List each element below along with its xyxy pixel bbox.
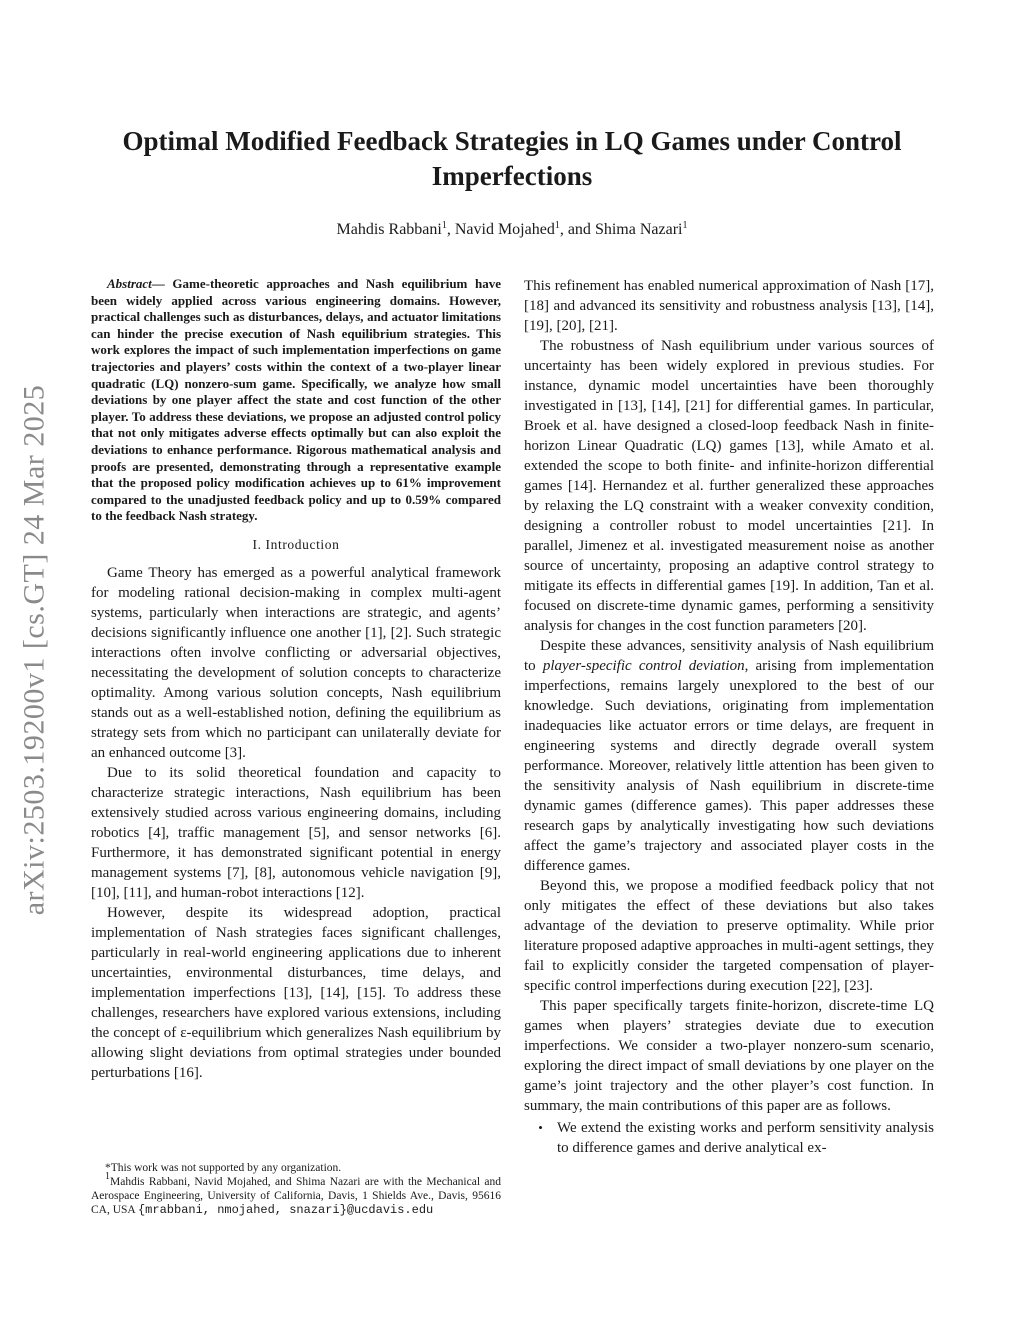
affiliation-footnote [91,1171,501,1217]
arxiv-identifier: arXiv:2503.19200v1 [cs.GT] 24 Mar 2025 [17,384,50,916]
author-separator: , and [559,221,595,238]
bullet-marker: • [538,1120,543,1135]
left-column [91,276,501,1083]
arxiv-watermark [10,350,58,950]
contribution-list-item [524,1118,934,1158]
section-heading-introduction: I. Introduction [252,536,340,552]
abstract-text: — Game-theoretic approaches and Nash equilibrium have been widely applied across various engineering domains. However, practical challenges such as disturbances, delays, and actuator limitations can hinder the precise execution of Nash equilibrium strategies. This work explores the impact of such implementation imperfections on game trajectories and players’ costs within the context of a two-player linear quadratic (LQ) nonzero-sum game. Specifically, we analyze how small deviations by one player affect the state and cost function of the other player. To address these deviations, we propose an adjusted control policy that not only mitigates adverse effects optimally but can also exploit the deviations to enhance performance. Rigorous mathematical analysis and proofs are presented, demonstrating through a representative example that the proposed policy modification achieves up to 61% improvement compared to the unadjusted feedback policy and up to 0.59% compared to the feedback Nash strategy. [91,276,501,524]
footnotes [91,1161,501,1217]
abstract-label: Abstract [107,276,152,291]
author-separator: , [446,221,455,238]
abstract [91,276,501,525]
author-affiliation-mark: 1 [441,220,447,231]
intro-paragraph: Game Theory has emerged as a powerful analytical framework for modeling rational decision-making in complex multi-agent systems, particularly when interactions are strategic, and agents’ decisions significantly influence one another [1], [2]. Such strategic interactions often involve conflicting or adversarial objectives, necessitating the development of solution concepts to characterize optimality. Among various solution concepts, Nash equilibrium stands out as a well-established notion, defining the equilibrium as strategy sets from which no participant can unilaterally deviate for an enhanced outcome [3]. [91,564,501,761]
funding-footnote: *This work was not supported by any organization. [105,1162,342,1174]
author-affiliation-mark: 1 [554,220,560,231]
right-column [524,276,934,1158]
paragraph-text: Despite these advances, sensitivity analysis of Nash equilibrium to [524,638,934,674]
paragraph-text: , arising from implementation imperfections, remains largely unexplored to the best of our knowledge. Such deviations, originating from implementation inadequacies like actuator errors or time delays, are frequent in engineering systems and directly degrade overall system performance. Moreover, relatively little attention has been given to the sensitivity analysis of Nash equilibrium in discrete-time dynamic games (difference games). This paper addresses these research gaps by analytically investigating how such deviations affect the game’s trajectory and associated player costs in the difference games. [524,658,934,874]
author-list [90,219,934,241]
intro-paragraph: Due to its solid theoretical foundation and capacity to characterize strategic interactions, Nash equilibrium has been extensively studied across various engineering domains, including robotics [4], traffic management [5], and sensor networks [6]. Furthermore, it has demonstrated significant potential in energy management systems [7], [8], autonomous vehicle navigation [9], [10], [11], and human-robot interactions [12]. [91,764,501,901]
body-paragraph [524,636,934,876]
affiliation-text: Mahdis Rabbani, Navid Mojahed, and Shima Nazari are with the Mechanical and Aerospace Engineering, University of California, Davis, 1 Shields Ave., Davis, 95616 CA, USA [91,1176,501,1216]
paper-title: Optimal Modified Feedback Strategies in LQ Games under Control Imperfections [122,126,902,191]
intro-paragraph: However, despite its widespread adoption, practical implementation of Nash strategies faces significant challenges, particularly in real-world engineering applications due to inherent uncertainties, environmental disturbances, time delays, and implementation imperfections [13], [14], [15]. To address these challenges, researchers have explored various extensions, including the concept of ε-equilibrium which generalizes Nash equilibrium by allowing slight deviations from optimal strategies under bounded perturbations [16]. [91,904,501,1081]
footnote-mark: 1 [105,1171,110,1182]
body-paragraph: Beyond this, we propose a modified feedback policy that not only mitigates the effect of these deviations but also takes advantage of the deviation to preserve optimality. While prior literature proposed adaptive approaches in multi-agent settings, they fail to explicitly consider the targeted compensation of player-specific control imperfections during execution [22], [23]. [524,878,934,994]
author-emails: {mrabbani, nmojahed, snazari}@ucdavis.edu [137,1203,434,1217]
author-name: Navid Mojahed [454,221,555,238]
author-name: Shima Nazari [594,221,683,238]
body-paragraph: This refinement has enabled numerical approximation of Nash [17], [18] and advanced its sensitivity and robustness analysis [13], [14], [19], [20], [21]. [524,278,934,334]
contribution-text: We extend the existing works and perform sensitivity analysis to difference games and derive analytical ex- [557,1120,934,1156]
author-name: Mahdis Rabbani [336,221,442,238]
author-affiliation-mark: 1 [682,220,688,231]
body-paragraph: This paper specifically targets finite-horizon, discrete-time LQ games when players’ strategies deviate due to execution imperfections. We consider a two-player nonzero-sum scenario, exploring the direct impact of small deviations by one player on the game’s joint trajectory and the other player’s cost function. In summary, the main contributions of this paper are as follows. [524,998,934,1114]
emphasized-term: player-specific control deviation [542,658,745,674]
body-paragraph: The robustness of Nash equilibrium under various sources of uncertainty has been widely explored in previous studies. For instance, dynamic model uncertainties have been thoroughly investigated in [13], [14], [21] for differential games. In particular, Broek et al. have designed a closed-loop feedback Nash in finite-horizon Linear Quadratic (LQ) games [13], while Amato et al. extended the scope to both finite- and infinite-horizon differential games [14]. Hernandez et al. further generalized these approaches by relaxing the LQ constraint with a weaker convexity condition, designing a controller robust to model uncertainties [21]. In parallel, Jimenez et al. investigated measurement noise as another source of uncertainty, proposing an adaptive control strategy to mitigate its effects in differential games [19]. In addition, Tan et al. focused on discrete-time dynamic games, performing a sensitivity analysis for changes in the cost function parameters [20]. [524,338,934,634]
